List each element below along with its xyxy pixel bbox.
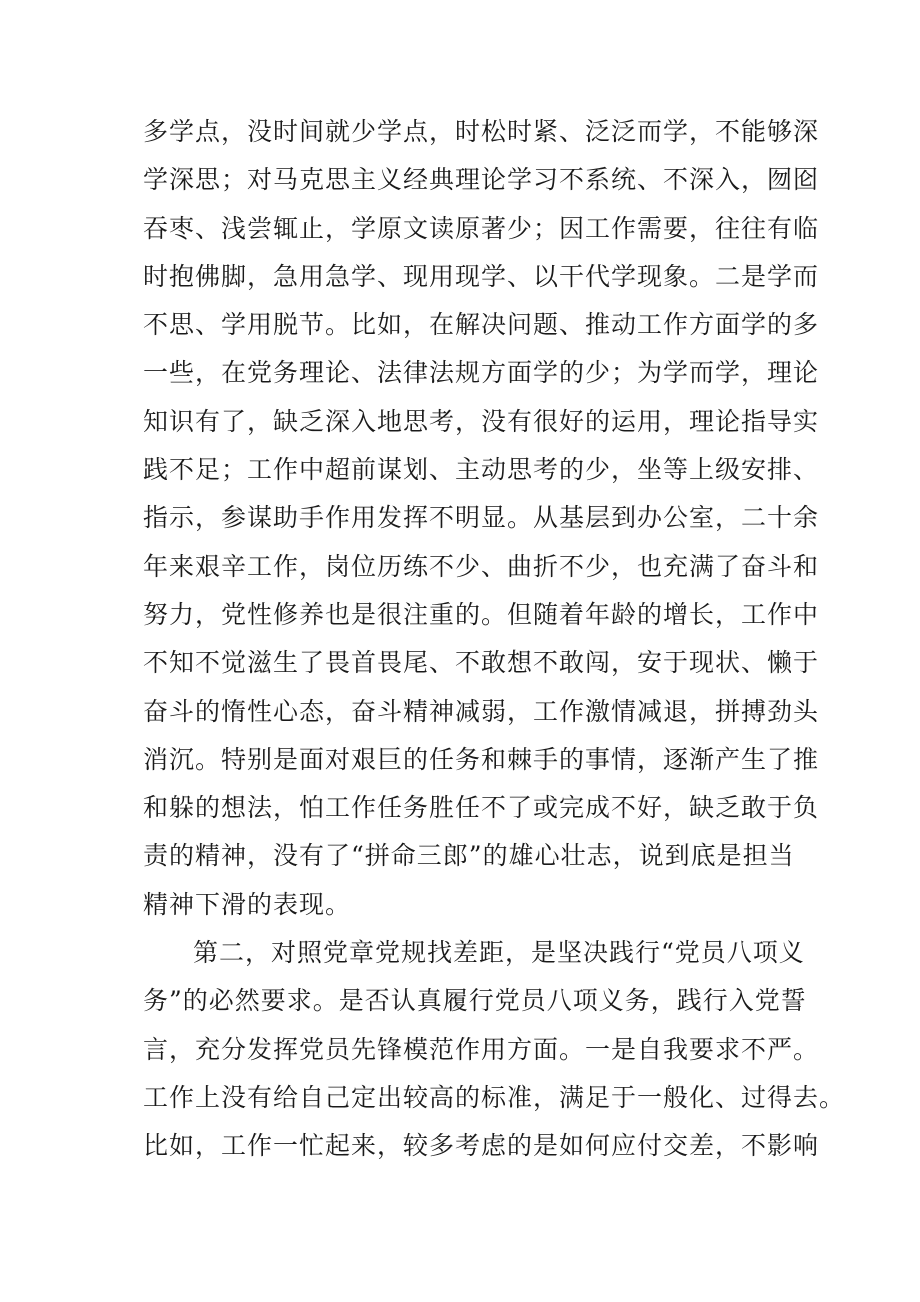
text-line: 比如，工作一忙起来，较多考虑的是如何应付交差，不影响 <box>143 1131 820 1161</box>
text-line: 学深思；对马克思主义经典理论学习不系统、不深入，囫囵 <box>143 165 820 195</box>
text-line: 工作上没有给自己定出较高的标准，满足于一般化、过得去。 <box>143 1082 846 1112</box>
text-line: 言，充分发挥党员先锋模范作用方面。一是自我要求不严。 <box>143 1034 820 1064</box>
document-body <box>143 108 846 1171</box>
text-line: 年来艰辛工作，岗位历练不少、曲折不少，也充满了奋斗和 <box>143 551 820 581</box>
text-line: 奋斗的惰性心态，奋斗精神减弱，工作激情减退，拼搏劲头 <box>143 696 820 726</box>
text-line: 知识有了，缺乏深入地思考，没有很好的运用，理论指导实 <box>143 406 820 436</box>
text-line: 和躲的想法，怕工作任务胜任不了或完成不好，缺乏敢于负 <box>143 793 820 823</box>
text-line: 责的精神，没有了“拼命三郎”的雄心壮志，说到底是担当 <box>143 841 795 871</box>
text-line: 时抱佛脚，急用急学、现用现学、以干代学现象。二是学而 <box>143 261 820 291</box>
paragraph-last-line: 精神下滑的表现。 <box>143 889 352 919</box>
text-line: 消沉。特别是面对艰巨的任务和棘手的事情，逐渐产生了推 <box>143 744 820 774</box>
text-line: 务”的必然要求。是否认真履行党员八项义务，践行入党誓 <box>143 986 807 1016</box>
text-line: 多学点，没时间就少学点，时松时紧、泛泛而学，不能够深 <box>143 117 820 146</box>
text-line: 指示，参谋助手作用发挥不明显。从基层到办公室，二十余 <box>143 503 820 533</box>
paragraph-first-line: 第二，对照党章党规找差距，是坚决践行“党员八项义 <box>193 938 805 968</box>
text-line: 不知不觉滋生了畏首畏尾、不敢想不敢闯，安于现状、懒于 <box>143 648 820 678</box>
text-line: 吞枣、浅尝辄止，学原文读原著少；因工作需要，往往有临 <box>143 213 820 243</box>
text-line: 一些，在党务理论、法律法规方面学的少；为学而学，理论 <box>143 358 820 388</box>
text-line: 努力，党性修养也是很注重的。但随着年龄的增长，工作中 <box>143 599 820 629</box>
text-line: 践不足；工作中超前谋划、主动思考的少，坐等上级安排、 <box>143 455 820 485</box>
text-line: 不思、学用脱节。比如，在解决问题、推动工作方面学的多 <box>143 310 820 340</box>
